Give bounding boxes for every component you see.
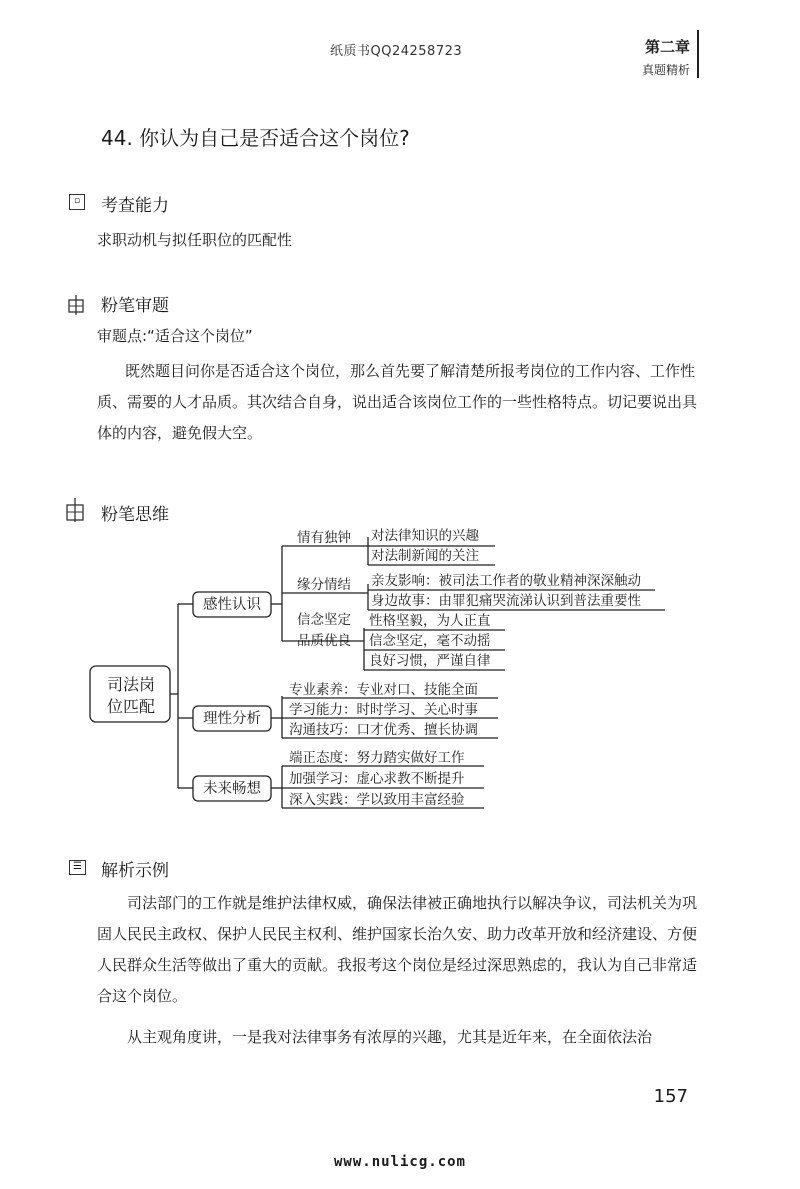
mindmap-group-2: 缘分情结 [297, 577, 351, 593]
mindmap-branch-2: 理性分析 [203, 711, 261, 727]
mindmap-leaf-1-3-2: 信念坚定，毫不动摇 [369, 633, 491, 649]
question-title: 44. 你认为自己是否适合这个岗位? [101, 126, 410, 150]
mindmap-leaf-1-1-2: 对法制新闻的关注 [371, 548, 479, 564]
mind-map [0, 520, 800, 840]
footer-url: www.nulicg.com [333, 1154, 466, 1170]
review-body: 既然题目问你是否适合这个岗位，那么首先要了解清楚所报考岗位的工作内容、工作性质、需要的人才品质。其次结合自身，说出适合该岗位工作的一些性格特点。切记要说出具体的内容，避免假大空。 [97, 362, 698, 442]
example-paragraph-2: 从主观角度讲，一是我对法律事务有浓厚的兴趣，尤其是近年来，在全面依法治 [127, 1028, 653, 1046]
chapter-title: 第二章 [644, 38, 690, 56]
chapter-subtitle: 真题精析 [641, 63, 690, 77]
mindmap-leaf-1-2-1: 亲友影响：被司法工作者的敬业精神深深触动 [371, 573, 641, 589]
mindmap-root-line-2: 位匹配 [107, 697, 156, 716]
example-section-icon: ☰ [69, 860, 86, 875]
mindmap-leaf-2-1: 专业素养：专业对口、技能全面 [289, 682, 478, 698]
review-section-icon [66, 294, 86, 316]
mindmap-leaf-3-2: 加强学习：虚心求教不断提升 [289, 771, 465, 787]
mindmap-leaf-3-1: 端正态度：努力踏实做好工作 [289, 750, 465, 766]
example-paragraph-1: 司法部门的工作就是维护法律权威，确保法律被正确地执行以解决争议，司法机关为巩固人民民主政权、保护人民民主权利、维护国家长治久安、助力改革开放和经济建设、方便人民群众生活等做出了重大的贡献。我报考这个岗位是经过深思熟虑的，我认为自己非常适合这个岗位。 [97, 894, 698, 1005]
chapter-header [642, 36, 690, 78]
page-number: 157 [653, 1086, 688, 1107]
mindmap-leaf-1-2-2: 身边故事：由罪犯痛哭流涕认识到普法重要性 [371, 593, 641, 609]
header-center-text: 纸质书QQ24258723 [330, 44, 463, 59]
mindmap-group-3-line-1: 信念坚定 [297, 612, 351, 628]
ability-body: 求职动机与拟任职位的匹配性 [97, 231, 293, 249]
example-section-title: 解析示例 [101, 861, 169, 881]
mindmap-leaf-1-3-3: 良好习惯，严谨自律 [369, 653, 491, 669]
review-point: 审题点:“适合这个岗位” [97, 327, 253, 345]
mindmap-leaf-1-3-1: 性格坚毅，为人正直 [369, 613, 491, 629]
mindmap-group-3-line-2: 品质优良 [297, 633, 351, 649]
thinking-section-title: 粉笔思维 [101, 505, 169, 525]
ability-section-icon: ▫ [69, 194, 85, 210]
mindmap-leaf-2-2: 学习能力：时时学习、关心时事 [289, 702, 478, 718]
mindmap-leaf-1-1-1: 对法律知识的兴趣 [371, 528, 479, 544]
mindmap-branch-3: 未来畅想 [203, 781, 261, 797]
mindmap-leaf-2-3: 沟通技巧：口才优秀、擅长协调 [289, 722, 478, 738]
review-section-title: 粉笔审题 [101, 296, 169, 316]
header-divider [697, 30, 699, 78]
mindmap-root-line-1: 司法岗 [107, 675, 156, 694]
mindmap-branch-1: 感性认识 [203, 597, 261, 613]
ability-section-title: 考查能力 [101, 196, 169, 216]
mindmap-group-1: 情有独钟 [297, 530, 351, 546]
mindmap-leaf-3-3: 深入实践：学以致用丰富经验 [289, 792, 465, 808]
